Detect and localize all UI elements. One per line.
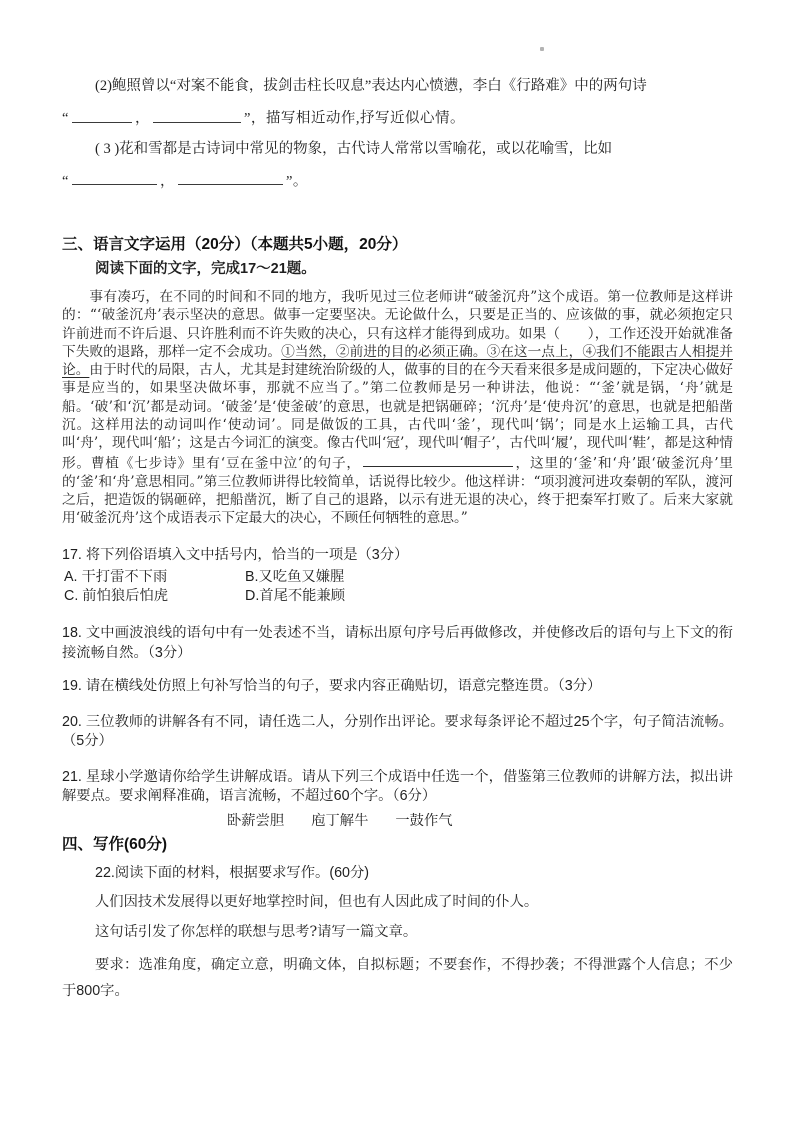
close-quote: ” [243,110,251,127]
question-21-idiom-choices [227,810,733,830]
question-17-options [64,568,733,605]
idiom-1: 卧薪尝胆 [227,812,285,829]
fill-in-q2-text: (2)鲍照曾以“对案不能食，拔剑击柱长叹息”表达内心愤懑，李白《行路难》中的两句诗 [95,78,647,94]
passage-text-part1: 事有凑巧，在不同的时间和不同的地方，我听见过三位老师讲“破釜沉舟”这个成语。第一位教师是这样讲的：“‘破釜沉舟’表示坚决的意思。做事一定要坚决。无论做什么，只要是正当的、应该做的事，就必须抱定只许前进而不许后退、只许胜利而不许失败的决心，只有这样才能得到成功。如果（ ），工作还没开始就准备下失败的退路，那样一定不会成功。 [62,289,733,360]
answer-blank [178,170,283,186]
option-b: B.又吃鱼又嫌腥 [245,569,345,586]
scan-artifact-dot [540,47,544,51]
close-quote: ” [285,173,293,189]
question-18: 18. 文中画波浪线的语句中有一处表述不当，请标出原句序号后再做修改，并使修改后的语句与上下文的衔接流畅自然。（3分） [62,625,733,661]
idiom-3: 一鼓作气 [395,812,453,829]
section3-instruction: 阅读下面的文字，完成17～21题。 [95,261,316,277]
open-quote: “ [62,110,69,127]
fill-in-q3-blank-line [62,170,733,193]
answer-blank [153,107,241,123]
idiom-2: 庖丁解牛 [311,812,369,829]
open-quote: “ [62,173,69,189]
question-19: 19. 请在横线处仿照上句补写恰当的句子，要求内容正确贴切，语意完整连贯。（3分） [62,678,602,695]
question-17: 17. 将下列俗语填入文中括号内，恰当的一项是（3分） [62,546,409,563]
question-20: 20. 三位教师的讲解各有不同，请任选二人，分别作出评论。要求每条评论不超过25个字，句子简洁流畅。（5分） [62,713,733,750]
option-d: D.首尾不能兼顾 [245,587,346,604]
passage-underlined-sentences: ①当然，②前进的目的必须正确。③在这一点上，④我们不能跟古人相提并论。 [62,343,733,379]
answer-blank [72,170,157,186]
fill-in-q2-blank-line [62,107,733,130]
answer-blank [72,107,132,123]
section4-heading: 四、写作(60分) [62,835,168,853]
question-22-prompt: 这句话引发了你怎样的联想与思考?请写一篇文章。 [95,923,418,940]
fill-in-q2-tail: ，描写相近动作,抒写近似心情。 [250,110,465,127]
fill-in-q3-tail: 。 [292,173,308,189]
reading-passage [62,288,733,528]
passage-text-part2: 由于时代的局限，古人，尤其是封建统治阶级的人，做事的目的在今天看来很多是成问题的，下定决心做好事是应当的，如果坚决做坏事，那就不应当了。”第二位教师是另一种讲法，他说：“‘釜’就是锅，‘舟’就是船。‘破’和‘沉’都是动词。‘破釜’是‘使釜破’的意思，也就是把锅砸碎；‘沉舟’是‘使舟沉’的意思，也就是把船凿沉。这样用法的动词叫作‘使动词’。同是做饭的工具，古代叫‘釜’，现代叫‘锅’；同是水上运输工具，古代叫‘舟’，现代叫‘船’；这是古今词汇的演变。像古代叫‘冠’，现代叫‘帽子’，古代叫‘履’，现代叫‘鞋’，都是这种情形。曹植《七步诗》里有‘豆在釜中泣’的句子， [62,362,733,472]
option-c: C. 前怕狼后怕虎 [64,587,169,604]
question-22: 22.阅读下面的材料，根据要求写作。(60分) [95,864,370,881]
question-22-material: 人们因技术发展得以更好地掌控时间，但也有人因此成了时间的仆人。 [95,894,539,911]
comma: ， [134,110,150,127]
question-22-requirements: 要求：选准角度，确定立意，明确文体，自拟标题；不要套作，不得抄袭；不得泄露个人信息；不少于800字。 [62,957,733,1000]
passage-answer-blank [363,453,513,468]
option-a: A. 干打雷不下雨 [64,569,168,586]
fill-in-q3-text: ( 3 )花和雪都是古诗词中常见的物象，古代诗人常常以雪喻花，或以花喻雪，比如 [95,140,613,157]
comma: ， [159,173,175,189]
question-21: 21. 星球小学邀请你给学生讲解成语。请从下列三个成语中任选一个，借鉴第三位教师的讲解方法，拟出讲解要点。要求阐释准确，语言流畅，不超过60个字。（6分） [62,768,733,805]
passage-text-part3: ，这里的‘釜’和‘舟’跟‘破釜沉舟’里的‘釜’和‘舟’意思相同。”第三位教师讲得比较简单，话说得比较少。他这样讲：“项羽渡河进攻秦朝的军队，渡河之后，把造饭的锅砸碎，把船凿沉，断了自己的退路，以示有进无退的决心，终于把秦军打败了。后来大家就用‘破釜沉舟’这个成语表示下定最大的决心，不顾任何牺牲的意思。” [62,455,733,527]
section3-heading: 三、语言文字运用（20分）（本题共5小题，20分） [62,236,408,253]
